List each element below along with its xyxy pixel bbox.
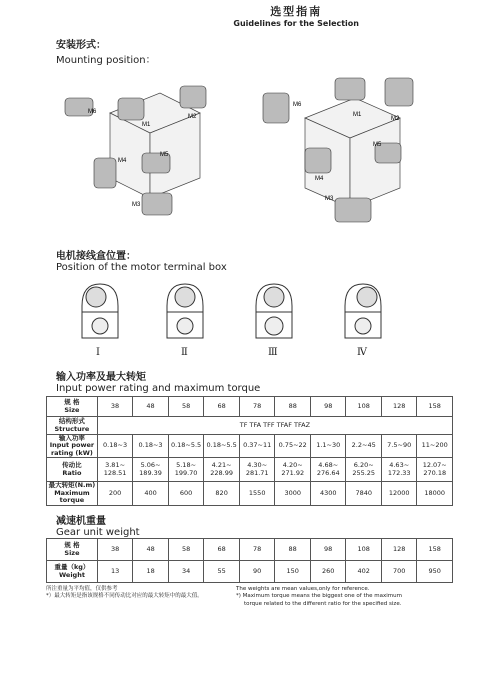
weight-cell: 150	[275, 561, 311, 583]
weight-title-en: Gear unit weight	[56, 527, 140, 538]
ratio-cell: 5.18~ 199.70	[168, 458, 204, 482]
motor-r-m3-icon	[335, 198, 371, 222]
ratio-cell: 4.63~ 172.33	[381, 458, 416, 482]
note-en-1: The weights are mean values,only for reference.	[236, 586, 370, 592]
size-cell: 128	[381, 539, 417, 561]
label-m4: M4	[118, 158, 127, 164]
size-cell: 78	[239, 397, 275, 417]
row-torque	[47, 482, 453, 505]
motor-r-m1-icon	[335, 78, 365, 100]
notes-cn	[46, 586, 256, 601]
structure-value: TF TFA TFF TFAF TFAZ	[97, 417, 452, 435]
weight-cell: 34	[168, 561, 204, 583]
row-structure	[47, 417, 453, 435]
size-cell: 98	[310, 539, 346, 561]
weight-size-header: 规 格 Size	[47, 539, 98, 561]
torque-cell: 7840	[346, 482, 381, 505]
note-en-2: *) Maximum torque means the biggest one of the maximum	[236, 593, 402, 600]
page-header	[233, 3, 359, 28]
weight-cell: 90	[239, 561, 275, 583]
input-cell: 0.75~22	[275, 435, 311, 458]
weight-title	[56, 512, 140, 538]
mounting-diagram-left	[50, 68, 230, 238]
position-2-label: Ⅱ	[181, 347, 188, 358]
note-cn-1: 所注重量为平均值，仅供参考	[46, 586, 118, 592]
label-m5: M5	[160, 152, 169, 158]
size-cell: 68	[204, 539, 240, 561]
terminal-box-3-icon	[252, 280, 296, 342]
motor-m1-icon	[118, 98, 144, 120]
row-ratio	[47, 458, 453, 482]
motor-m2-icon	[180, 86, 206, 108]
ratio-cell: 5.06~ 189.39	[133, 458, 168, 482]
weight-cell: 402	[346, 561, 382, 583]
size-cell: 88	[275, 397, 311, 417]
label-r-m6: M6	[293, 102, 302, 108]
power-table	[46, 396, 453, 506]
ratio-cell: 6.20~ 255.25	[346, 458, 381, 482]
mounting-title-en: Mounting position：	[56, 55, 156, 66]
position-4-label: Ⅳ	[357, 347, 367, 358]
terminal-box-2-icon	[163, 280, 207, 342]
size-cell: 88	[275, 539, 311, 561]
size-cell: 48	[133, 539, 169, 561]
row-size	[47, 397, 453, 417]
terminal-title	[56, 247, 227, 273]
size-cell: 38	[97, 539, 133, 561]
size-cell: 78	[239, 539, 275, 561]
input-cell: 0.37~11	[239, 435, 275, 458]
mounting-title	[56, 36, 156, 66]
size-cell: 58	[168, 397, 204, 417]
weight-cell: 700	[381, 561, 417, 583]
label-m1: M1	[142, 122, 151, 128]
torque-cell: 400	[133, 482, 168, 505]
size-cell: 158	[417, 397, 453, 417]
size-cell: 98	[310, 397, 345, 417]
ratio-cell: 4.30~ 281.71	[239, 458, 275, 482]
torque-cell: 1550	[239, 482, 275, 505]
row-input-power	[47, 435, 453, 458]
label-m2: M2	[188, 114, 197, 120]
position-3-label: Ⅲ	[268, 347, 278, 358]
terminal-box-4-icon	[341, 280, 385, 342]
weight-title-cn: 减速机重量	[56, 516, 106, 527]
size-cell: 108	[346, 539, 382, 561]
input-cell: 0.18~5.5	[168, 435, 204, 458]
weight-header: 重量（kg） Weight	[47, 561, 98, 583]
motor-r-m4-icon	[305, 148, 331, 173]
weight-cell: 55	[204, 561, 240, 583]
ratio-cell: 4.20~ 271.92	[275, 458, 311, 482]
weight-cell: 260	[310, 561, 346, 583]
torque-header: 最大转矩(N.m) Maximum torque	[47, 482, 98, 505]
motor-r-m6-icon	[263, 93, 289, 123]
power-title	[56, 368, 260, 394]
notes-en	[236, 586, 456, 608]
size-cell: 48	[133, 397, 168, 417]
input-cell: 0.18~3	[133, 435, 168, 458]
ratio-cell: 4.21~ 228.99	[204, 458, 240, 482]
power-title-cn: 输入功率及最大转矩	[56, 372, 146, 383]
label-m3: M3	[132, 202, 141, 208]
torque-cell: 600	[168, 482, 204, 505]
input-cell: 0.18~3	[97, 435, 132, 458]
size-header: 规 格 Size	[47, 397, 98, 417]
weight-cell: 13	[97, 561, 133, 583]
size-cell: 68	[204, 397, 240, 417]
input-cell: 2.2~45	[346, 435, 381, 458]
torque-cell: 820	[204, 482, 240, 505]
torque-cell: 18000	[417, 482, 453, 505]
label-r-m1: M1	[353, 112, 362, 118]
input-header: 输入功率 Input power rating (kW)	[47, 435, 98, 458]
terminal-title-en: Position of the motor terminal box	[56, 262, 227, 273]
motor-m4-icon	[94, 158, 116, 188]
label-r-m4: M4	[315, 176, 324, 182]
weight-cell: 950	[417, 561, 453, 583]
motor-r-m2-icon	[385, 78, 413, 106]
mounting-diagram-right	[255, 68, 435, 238]
row-weight	[47, 561, 453, 583]
position-1-label: Ⅰ	[96, 347, 100, 358]
input-cell: 0.18~5.5	[204, 435, 240, 458]
size-cell: 38	[97, 397, 132, 417]
input-cell: 11~200	[417, 435, 453, 458]
label-r-m3: M3	[325, 196, 334, 202]
structure-header: 结构形式 Structure	[47, 417, 98, 435]
torque-cell: 12000	[381, 482, 416, 505]
ratio-cell: 3.81~ 128.51	[97, 458, 132, 482]
ratio-header: 传动比 Ratio	[47, 458, 98, 482]
ratio-cell: 4.68~ 276.64	[310, 458, 345, 482]
note-cn-2: *）最大转矩是指该规格不同传动比对应的最大转矩中的最大值。	[46, 593, 203, 600]
size-cell: 158	[417, 539, 453, 561]
terminal-title-cn: 电机接线盒位置：	[56, 251, 136, 262]
terminal-box-1-icon	[78, 280, 122, 342]
power-title-en: Input power rating and maximum torque	[56, 383, 261, 394]
label-m6: M6	[88, 109, 97, 115]
torque-cell: 200	[97, 482, 132, 505]
size-cell: 108	[346, 397, 381, 417]
header-title-en: Guidelines for the Selection	[233, 19, 359, 28]
note-en-3: torque related to the different ratio for the specified size.	[244, 600, 402, 607]
label-r-m5: M5	[373, 142, 382, 148]
ratio-cell: 12.07~ 270.18	[417, 458, 453, 482]
header-title-cn: 选型指南	[270, 5, 323, 18]
input-cell: 1.1~30	[310, 435, 345, 458]
mounting-title-cn: 安装形式：	[56, 40, 106, 51]
motor-m3-icon	[142, 193, 172, 215]
torque-cell: 4300	[310, 482, 345, 505]
row-weight-size	[47, 539, 453, 561]
weight-cell: 18	[133, 561, 169, 583]
size-cell: 58	[168, 539, 204, 561]
input-cell: 7.5~90	[381, 435, 416, 458]
label-r-m2: M2	[391, 116, 400, 122]
weight-table	[46, 538, 453, 583]
torque-cell: 3000	[275, 482, 311, 505]
size-cell: 128	[381, 397, 416, 417]
